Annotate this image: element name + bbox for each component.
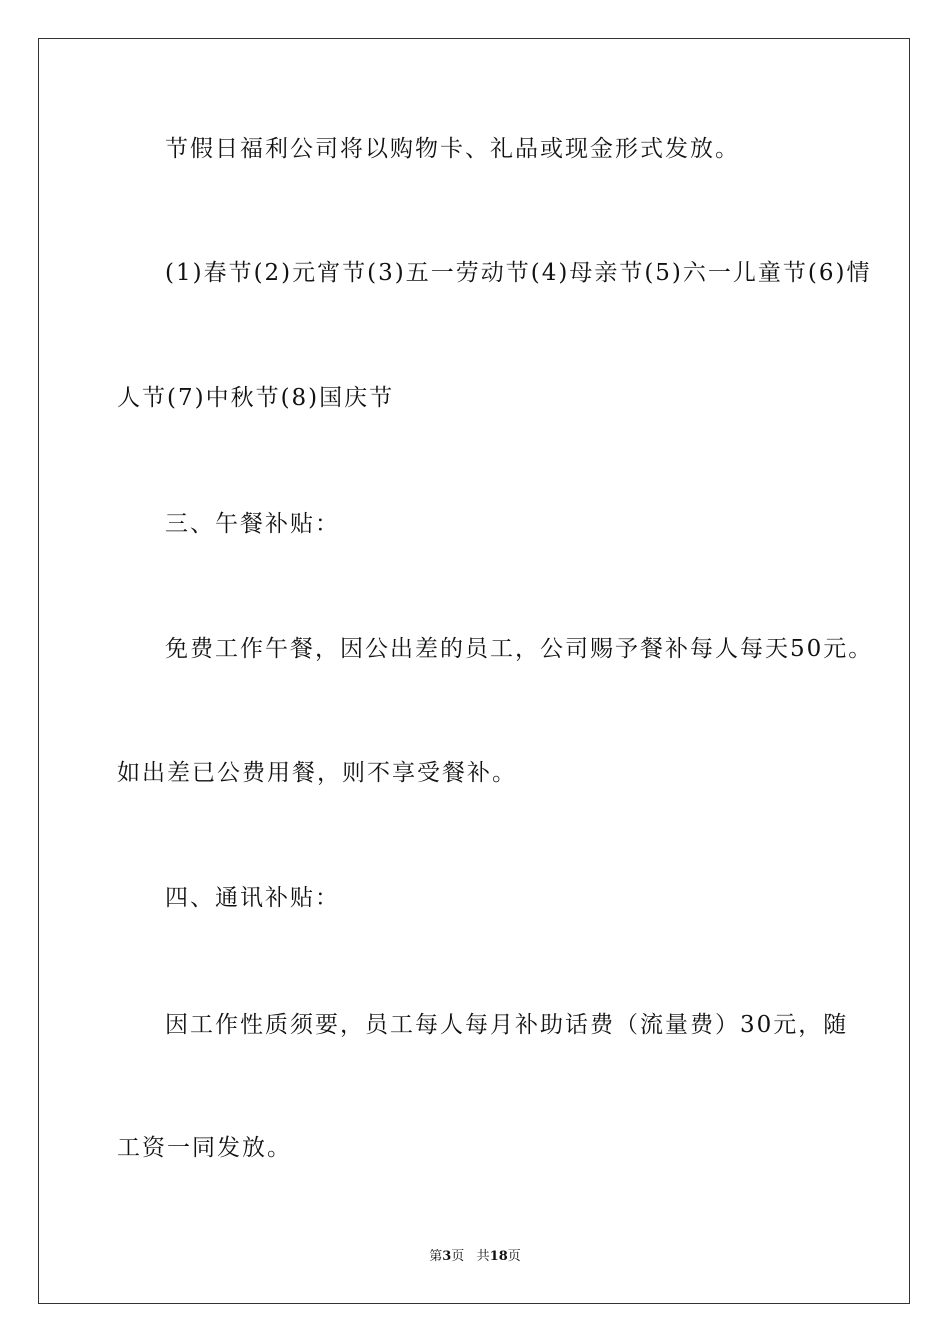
- paragraph-line-9: 工资一同发放。: [117, 1135, 292, 1161]
- paragraph-line-1: 节假日福利公司将以购物卡、礼品或现金形式发放。: [165, 136, 740, 162]
- footer-total-suffix: 页: [507, 1249, 521, 1264]
- footer-page-prefix: 第: [429, 1249, 443, 1264]
- section-heading-lunch: 三、午餐补贴：: [165, 511, 340, 537]
- page-footer: [0, 1248, 950, 1266]
- footer-page-suffix: 页: [451, 1249, 465, 1264]
- page-border: [38, 38, 910, 1304]
- paragraph-line-5: 免费工作午餐，因公出差的员工，公司赐予餐补每人每天50元。: [165, 636, 874, 662]
- paragraph-line-8: 因工作性质须要，员工每人每月补助话费（流量费）30元，随: [165, 1012, 849, 1038]
- paragraph-line-6: 如出差已公费用餐，则不享受餐补。: [117, 760, 517, 786]
- footer-page-number: 3: [442, 1249, 452, 1264]
- footer-total-prefix: 共: [476, 1249, 490, 1264]
- section-heading-communication: 四、通讯补贴：: [165, 885, 340, 911]
- paragraph-line-3: 人节(7)中秋节(8)国庆节: [117, 385, 395, 411]
- footer-total-pages: 18: [489, 1249, 508, 1264]
- paragraph-line-2: (1)春节(2)元宵节(3)五一劳动节(4)母亲节(5)六一儿童节(6)情: [165, 260, 872, 286]
